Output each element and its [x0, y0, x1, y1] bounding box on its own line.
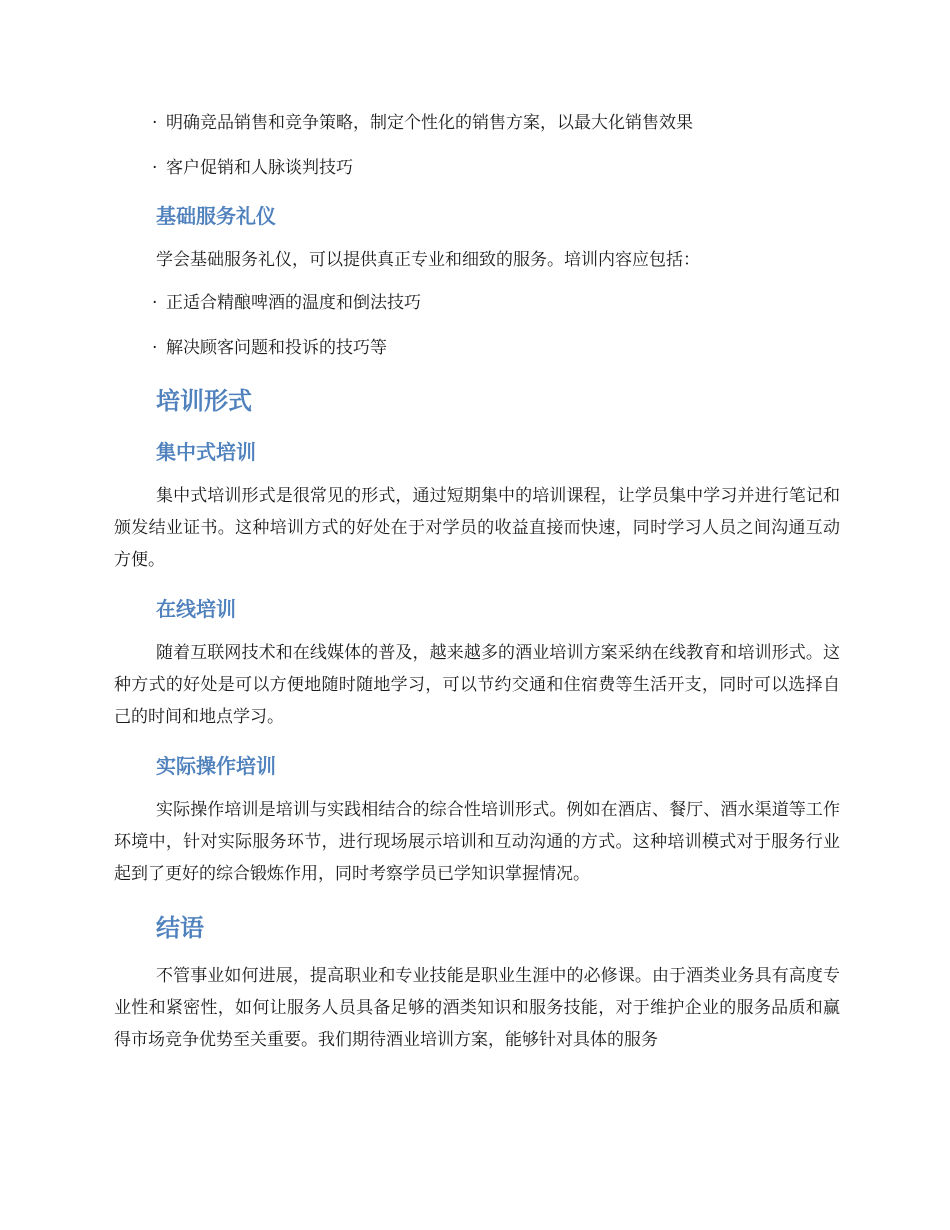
- list-item: [152, 333, 840, 363]
- list-item: [152, 108, 840, 138]
- bullet-text: 明确竞品销售和竞争策略，制定个性化的销售方案，以最大化销售效果: [166, 113, 693, 133]
- document-content: [114, 108, 840, 1068]
- paragraph-online: 随着互联网技术和在线媒体的普及，越来越多的酒业培训方案采纳在线教育和培训形式。这种方式的好处是可以方便地随时随地学习，可以节约交通和住宿费等生活开支，同时可以选择自己的时间和地点学习。: [114, 643, 840, 727]
- section-heading-service-etiquette: 基础服务礼仪: [156, 204, 276, 228]
- bullet-text: 客户促销和人脉谈判技巧: [166, 158, 353, 178]
- list-item: [152, 288, 840, 318]
- section-heading-conclusion: 结语: [156, 914, 204, 942]
- paragraph-conclusion: 不管事业如何进展，提高职业和专业技能是职业生涯中的必修课。由于酒类业务具有高度专业性和紧密性，如何让服务人员具备足够的酒类知识和服务技能，对于维护企业的服务品质和赢得市场竞争优势至关重要。我们期待酒业培训方案，能够针对具体的服务: [114, 966, 840, 1050]
- section-intro: 学会基础服务礼仪，可以提供真正专业和细致的服务。培训内容应包括：: [156, 250, 700, 270]
- subsection-heading-centralized: 集中式培训: [156, 440, 256, 464]
- list-item: [152, 153, 840, 183]
- paragraph-centralized: 集中式培训形式是很常见的形式，通过短期集中的培训课程，让学员集中学习并进行笔记和颁发结业证书。这种培训方式的好处在于对学员的收益直接而快速，同时学习人员之间沟通互动方便。: [114, 486, 840, 570]
- bullet-marker: ·: [152, 113, 158, 133]
- bullet-text: 正适合精酿啤酒的温度和倒法技巧: [166, 293, 421, 313]
- bullet-marker: ·: [152, 158, 158, 178]
- bullet-marker: ·: [152, 293, 158, 313]
- paragraph-practical: 实际操作培训是培训与实践相结合的综合性培训形式。例如在酒店、餐厅、酒水渠道等工作环境中，针对实际服务环节，进行现场展示培训和互动沟通的方式。这种培训模式对于服务行业起到了更好的综合锻炼作用，同时考察学员已学知识掌握情况。: [114, 800, 840, 884]
- bullet-marker: ·: [152, 338, 158, 358]
- section-heading-training-forms: 培训形式: [156, 387, 252, 415]
- bullet-text: 解决顾客问题和投诉的技巧等: [166, 338, 387, 358]
- subsection-heading-practical: 实际操作培训: [156, 754, 276, 778]
- subsection-heading-online: 在线培训: [156, 597, 236, 621]
